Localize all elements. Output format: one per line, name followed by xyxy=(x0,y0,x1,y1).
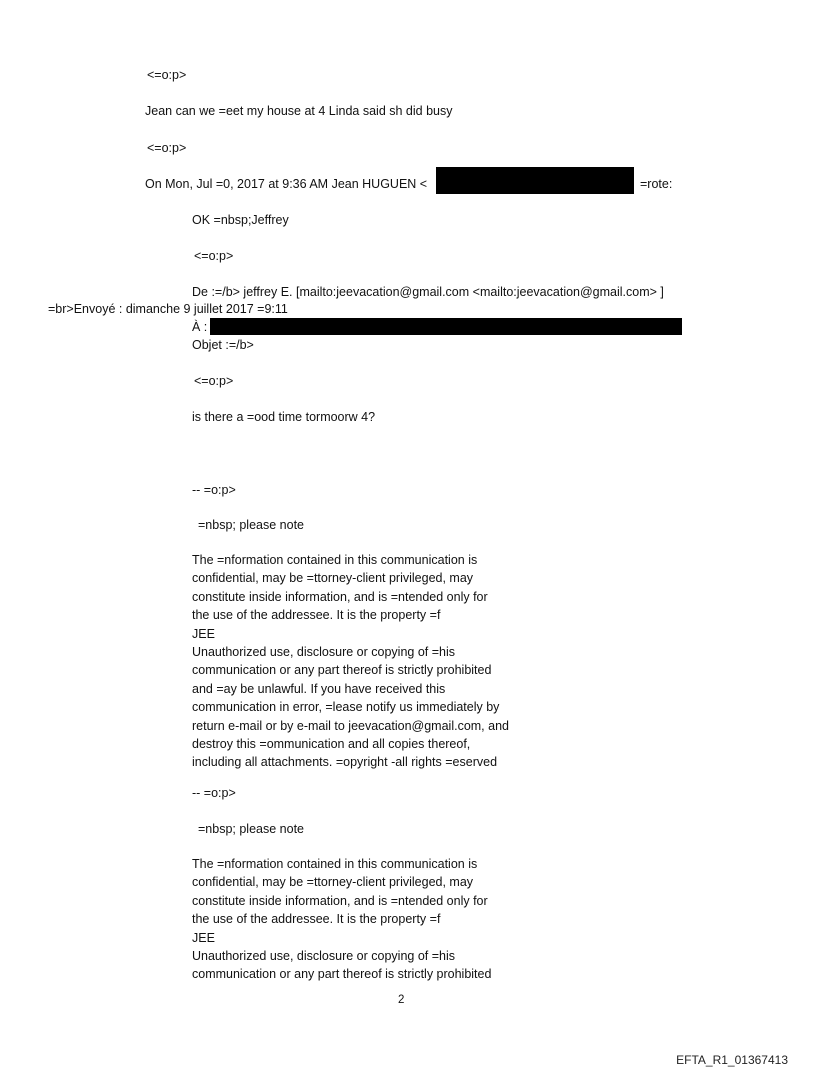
disclaimer-1 xyxy=(192,551,552,772)
disclaimer-line: JEE xyxy=(192,626,215,641)
document-id-footer: EFTA_R1_01367413 xyxy=(676,1053,788,1067)
disclaimer-line: constitute inside information, and is =ntended only for xyxy=(192,589,488,604)
disclaimer-line: communication in error, =lease notify us immediately by xyxy=(192,700,500,715)
disclaimer-2 xyxy=(192,855,552,984)
page-number: 2 xyxy=(398,994,405,1006)
op-line-4: <=o:p> xyxy=(194,374,234,388)
quote-header-prefix: On Mon, Jul =0, 2017 at 9:36 AM Jean HUGUEN < xyxy=(145,177,428,191)
disclaimer-line: and =ay be unlawful. If you have received this xyxy=(192,681,446,696)
to-label: À : xyxy=(192,320,208,334)
signature-dash-2: -- =o:p> xyxy=(192,786,236,800)
jean-message: Jean can we =eet my house at 4 Linda said sh did busy xyxy=(145,104,453,118)
disclaimer-line: constitute inside information, and is =ntended only for xyxy=(192,893,488,908)
please-note-2: =nbsp; please note xyxy=(198,822,304,836)
subject-line: Objet :=/b> xyxy=(192,338,254,352)
disclaimer-line: including all attachments. =opyright -all rights =eserved xyxy=(192,755,498,770)
disclaimer-line: JEE xyxy=(192,930,215,945)
disclaimer-line: The =nformation contained in this communication is xyxy=(192,553,478,567)
op-line-2: <=o:p> xyxy=(147,141,187,155)
from-line: De :=/b> jeffrey E. [mailto:jeevacation@gmail.com <mailto:jeevacation@gmail.com> ] xyxy=(192,285,664,299)
disclaimer-line: the use of the addressee. It is the property =f xyxy=(192,608,441,623)
disclaimer-line: return e-mail or by e-mail to jeevacation@gmail.com, and xyxy=(192,718,509,733)
disclaimer-line: confidential, may be =ttorney-client privileged, may xyxy=(192,875,474,890)
question-line: is there a =ood time tormoorw 4? xyxy=(192,410,376,424)
redaction-email xyxy=(436,167,634,194)
disclaimer-line: communication or any part thereof is strictly prohibited xyxy=(192,967,492,982)
disclaimer-line: Unauthorized use, disclosure or copying of =his xyxy=(192,645,455,660)
op-line-3: <=o:p> xyxy=(194,249,234,263)
disclaimer-line: confidential, may be =ttorney-client privileged, may xyxy=(192,571,474,586)
ok-jeffrey-line: OK =nbsp;Jeffrey xyxy=(192,213,289,227)
op-line-1: <=o:p> xyxy=(147,68,187,82)
redaction-recipient xyxy=(210,318,682,335)
disclaimer-line: the use of the addressee. It is the property =f xyxy=(192,912,441,927)
disclaimer-line: destroy this =ommunication and all copies thereof, xyxy=(192,737,471,752)
signature-dash-1: -- =o:p> xyxy=(192,483,236,497)
quote-header-suffix: =rote: xyxy=(640,177,673,191)
disclaimer-line: communication or any part thereof is strictly prohibited xyxy=(192,663,492,678)
disclaimer-line: The =nformation contained in this communication is xyxy=(192,857,478,871)
disclaimer-line: Unauthorized use, disclosure or copying of =his xyxy=(192,949,455,964)
sent-line: =br>Envoyé : dimanche 9 juillet 2017 =9:11 xyxy=(48,302,288,316)
please-note-1: =nbsp; please note xyxy=(198,518,304,532)
